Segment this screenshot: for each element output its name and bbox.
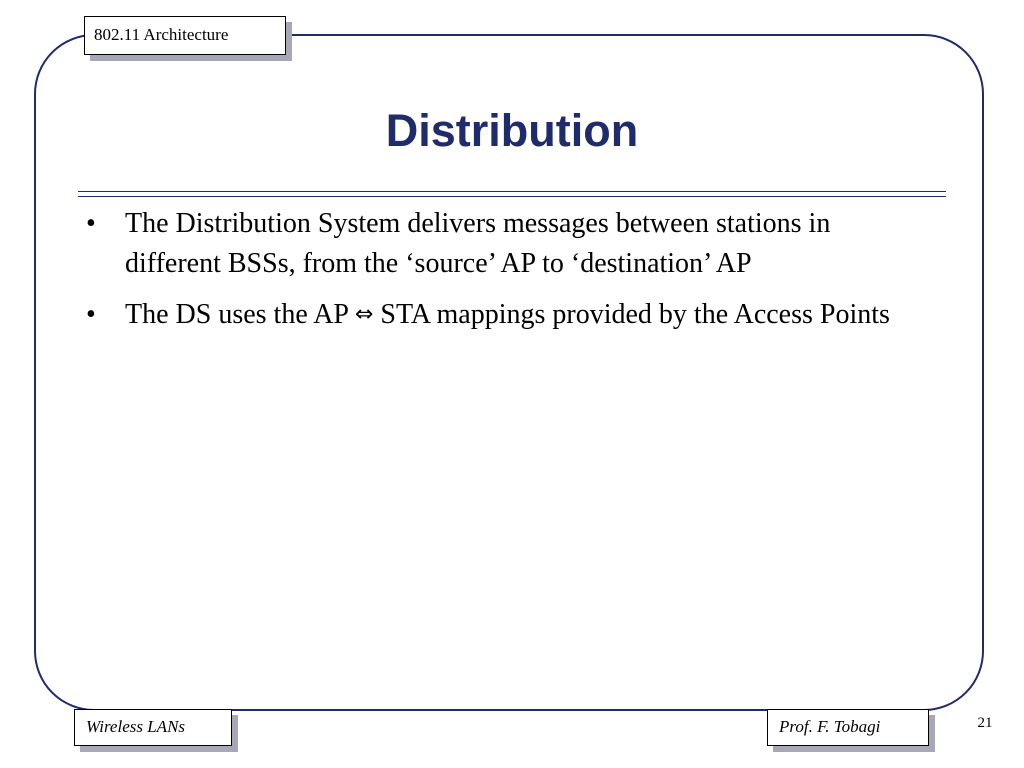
footer-course-label: Wireless LANs (74, 709, 232, 746)
bullet-item (84, 295, 914, 335)
double-arrow-icon: ⇔ (354, 302, 374, 327)
slide-title: Distribution (385, 105, 639, 156)
bullet-text-after: STA mappings provided by the Access Points (373, 299, 890, 330)
footer-author-label: Prof. F. Tobagi (767, 709, 929, 746)
bullet-text-before: The DS uses the AP (125, 299, 355, 330)
bullet-item (84, 204, 914, 284)
title-rule-top (78, 191, 946, 192)
bullet-marker: • (86, 299, 96, 330)
page-number: 21 (977, 715, 993, 731)
bullet-text: The Distribution System delivers messages between stations in different BSSs, from the ‘source’ AP to ‘destination’ AP (125, 208, 831, 279)
title-rule-bottom (78, 196, 946, 197)
bullet-marker: • (86, 208, 96, 239)
bullet-list (84, 204, 914, 346)
chapter-label: 802.11 Architecture (84, 16, 286, 55)
